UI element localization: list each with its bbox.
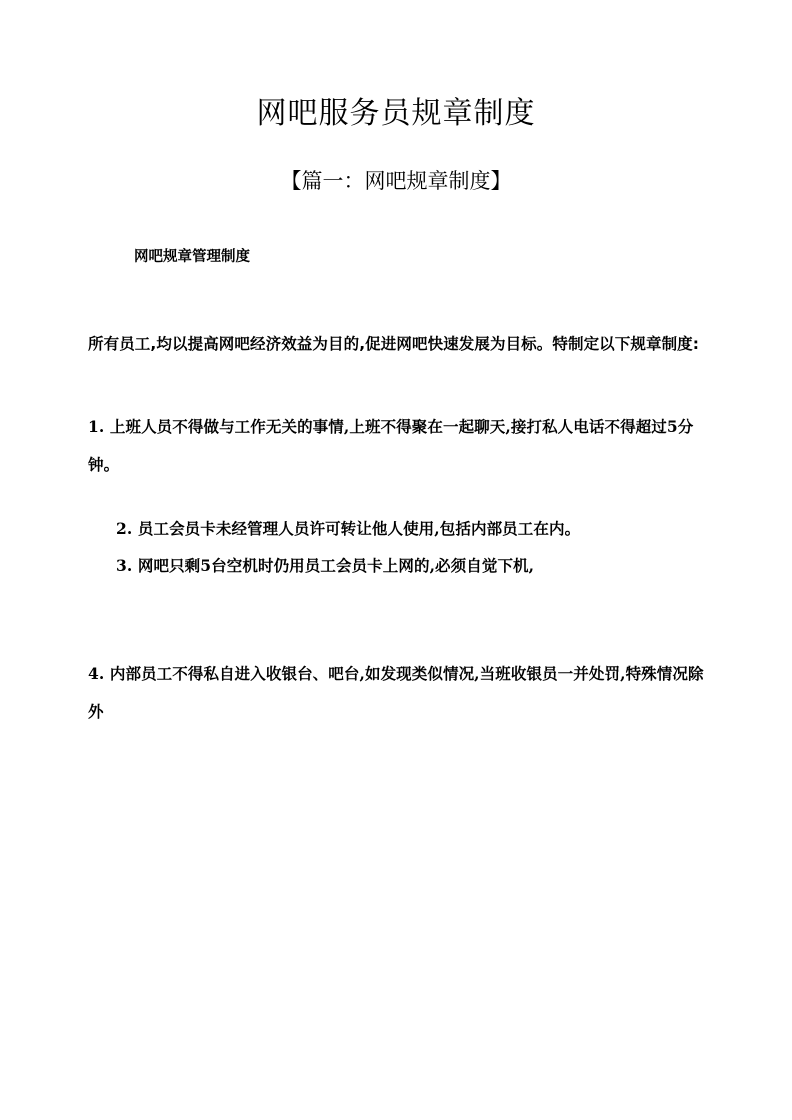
document-body [88,0,704,731]
paragraph-preamble: 所有员工,均以提高网吧经济效益为目的,促进网吧快速发展为目标。特制定以下规章制度: [88,334,700,353]
page-title: 网吧服务员规章制度 [256,96,536,131]
spacer [88,268,704,326]
spacer [88,585,704,655]
spacer [88,364,704,408]
spacer [88,484,704,510]
paragraph-rule-2: 2. 员工会员卡未经管理人员许可转让他人使用,包括内部员工在内。 [116,518,581,538]
paragraph-rule-1: 1. 上班人员不得做与工作无关的事情,上班不得聚在一起聊天,接打私人电话不得超过5分钟。 [88,416,694,474]
section-heading: 网吧规章管理制度 [134,249,250,266]
paragraph-rule-4: 4. 内部员工不得私自进入收银台、吧台,如发现类似情况,当班收银员一并处罚,特殊情况除外 [88,664,704,722]
document-subtitle: 【篇一：网吧规章制度】 [280,169,512,193]
paragraph-rule-3: 3. 网吧只剩5台空机时仍用员工会员卡上网的,必须自觉下机, [116,556,535,576]
